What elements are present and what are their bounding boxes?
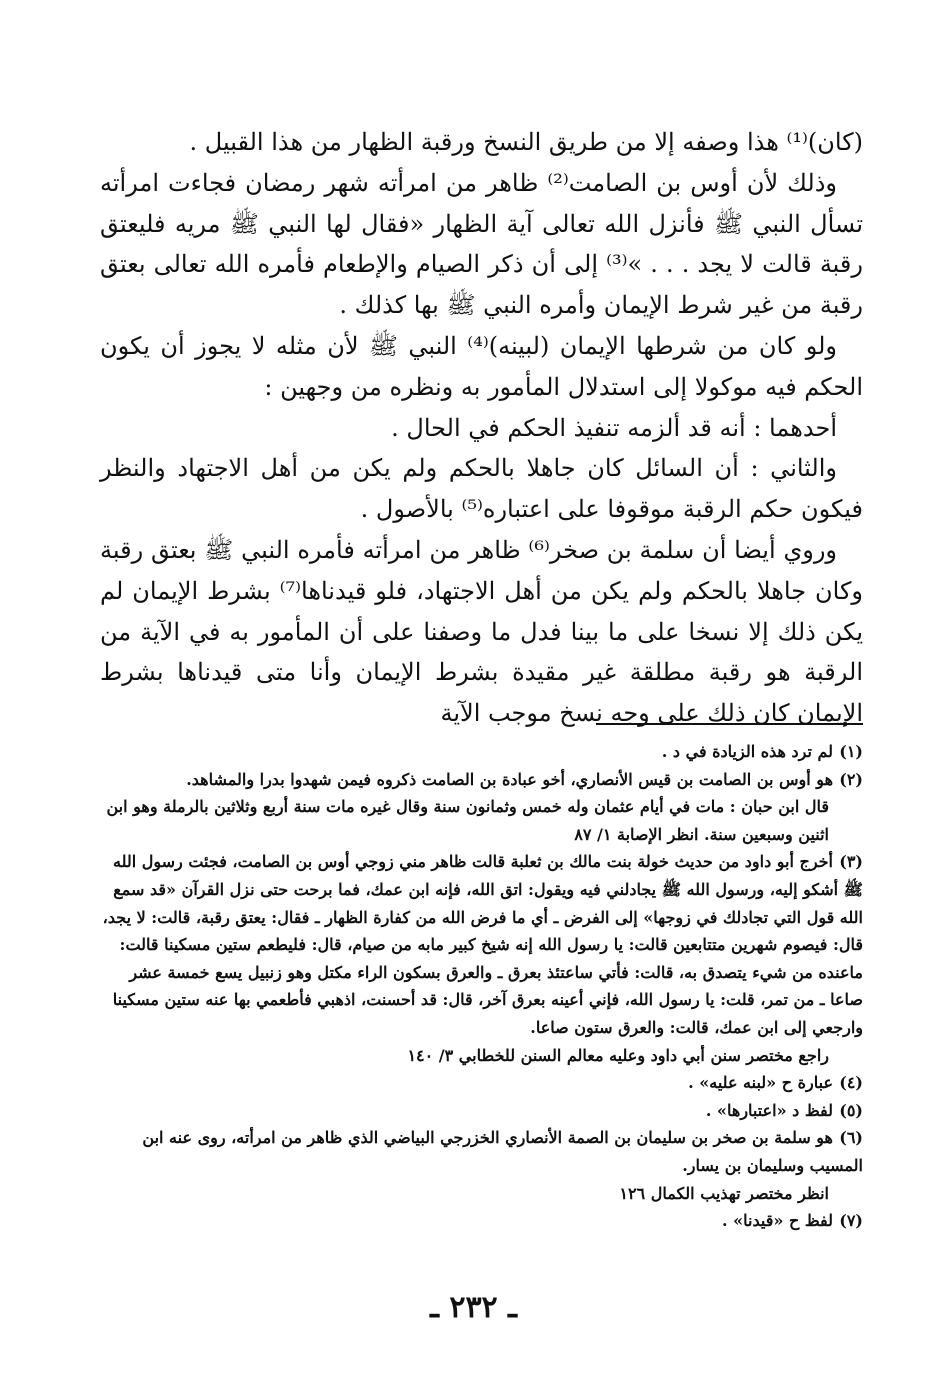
footnote-text: عبارة ح «لبنه عليه» .	[688, 1073, 833, 1093]
footnote-number: (٥)	[839, 1100, 863, 1120]
paragraph: (كان)⁽¹⁾ هذا وصفه إلا من طريق النسخ ورقبة الظهار من هذا القبيل .	[189, 128, 863, 156]
footnote-text: انظر مختصر تهذيب الكمال ١٢٦	[619, 1183, 829, 1203]
footnote-number: (٢)	[839, 769, 863, 789]
footnote-number: (٣)	[839, 852, 863, 872]
footnote-text: لفظ د «اعتبارها» .	[705, 1100, 833, 1120]
footnote-text: لم ترد هذه الزيادة في د .	[661, 742, 833, 761]
footnote-number: (١)	[839, 742, 863, 761]
footnote-number: (٦)	[839, 1128, 863, 1148]
main-text	[100, 122, 863, 734]
paragraph: والثاني : أن السائل كان جاهلا بالحكم ولم يكن من أهل الاجتهاد والنظر فيكون حكم الرقبة موقوفا على اعتباره⁽⁵⁾ بالأصول .	[100, 454, 863, 524]
footnote-number: (٤)	[839, 1073, 863, 1093]
footnote-text: لفظ ح «قيدنا» .	[722, 1211, 833, 1231]
footnote	[100, 1207, 863, 1235]
paragraph: أحدهما : أنه قد ألزمه تنفيذ الحكم في الحال .	[391, 413, 837, 442]
footnote	[100, 766, 863, 794]
footnotes	[100, 738, 863, 1235]
footnote-text: أخرج أبو داود من حديث خولة بنت مالك بن ثعلبة قالت ظاهر مني زوجي أوس بن الصامت، فجئت رسول الله ﷺ أشكو إليه، ورسول الله ﷺ يجادلني فيه ويقول: اتق الله، فإنه ابن عمك، فما برحت حتى نزل القرآن «قد سمع الله قول التي تجادلك في زوجها» إلى الفرض ـ أي ما فرض الله من كفارة الظهار ـ فقال: يعتق رقبة، قالت: لا يجد، قال: فيصوم شهرين متتابعين قالت: يا رسول الله إنه شيخ كبير مابه من صيام، قال: فليطعم ستين مسكينا قالت: ماعنده من شيء يتصدق به، قالت: فأتي ساعتئذ بعرق ـ والعرق بسكون الراء مكتل وهو زنبيل يسع خمسة عشر صاعا ـ من تمر، قلت: يا رسول الله، فإني أعينه بعرق آخر، قال: قد أحسنت، اذهبي فأطعمي بها عنه ستين مسكينا وارجعي إلى ابن عمك، قالت: والعرق ستون صاعا.	[102, 852, 863, 1037]
footnote-divider	[596, 723, 863, 725]
page-number: ـ ٢٣٢ ـ	[430, 1290, 517, 1325]
footnote-text: قال ابن حبان : مات في أيام عثمان وله خمس وثمانون سنة وقال غيره مات سنة أربع وثلاثين بالرملة وهو ابن اثنين وسبعين سنة. انظر الإصابة ١/ ٨٧	[106, 797, 829, 844]
footnote-text: راجع مختصر سنن أبي داود وعليه معالم السنن للخطابي ٣/ ١٤٠	[407, 1045, 829, 1065]
paragraph: وروي أيضا أن سلمة بن صخر⁽⁶⁾ ظاهر من امرأته فأمره النبي ﷺ بعتق رقبة وكان جاهلا بالحكم ولم يكن من أهل الاجتهاد، فلو قيدناها⁽⁷⁾ بشرط الإيمان لم يكن ذلك إلا نسخا على ما بينا فدل ما وصفنا على أن المأمور به في الآية من الرقبة هو رقبة مطلقة غير مقيدة بشرط الإيمان وأنا متى قيدناها بشرط الإيمان كان ذلك على وجه نسخ موجب الآية	[100, 535, 863, 728]
footnote	[100, 1069, 863, 1097]
footnote	[100, 1124, 863, 1179]
paragraph: ولو كان من شرطها الإيمان (لبينه)⁽⁴⁾ النبي ﷺ لأن مثله لا يجوز أن يكون الحكم فيه موكولا إلى استدلال المأمور به ونظره من وجهين :	[100, 331, 863, 401]
footnote	[100, 848, 863, 1041]
footnote-number: (٧)	[839, 1211, 863, 1231]
footnote-text: هو سلمة بن صخر بن سليمان بن الصمة الأنصاري الخزرجي البياضي الذي ظاهر من امرأته، روى عنه ابن المسيب وسليمان بن يسار.	[142, 1128, 863, 1175]
footnote-text: هو أوس بن الصامت بن قيس الأنصاري، أخو عبادة بن الصامت ذكروه فيمن شهدوا بدرا والمشاهد.	[186, 769, 833, 789]
footnote	[100, 1097, 863, 1125]
paragraph: وذلك لأن أوس بن الصامت⁽²⁾ ظاهر من امرأته شهر رمضان فجاءت امرأته تسأل النبي ﷺ فأنزل الله تعالى آية الظهار «فقال لها النبي ﷺ مريه فليعتق رقبة قالت لا يجد . . . »⁽³⁾ إلى أن ذكر الصيام والإطعام فأمره الله تعالى بعتق رقبة من غير شرط الإيمان وأمره النبي ﷺ بها كذلك .	[100, 168, 863, 320]
footnote	[100, 738, 863, 766]
